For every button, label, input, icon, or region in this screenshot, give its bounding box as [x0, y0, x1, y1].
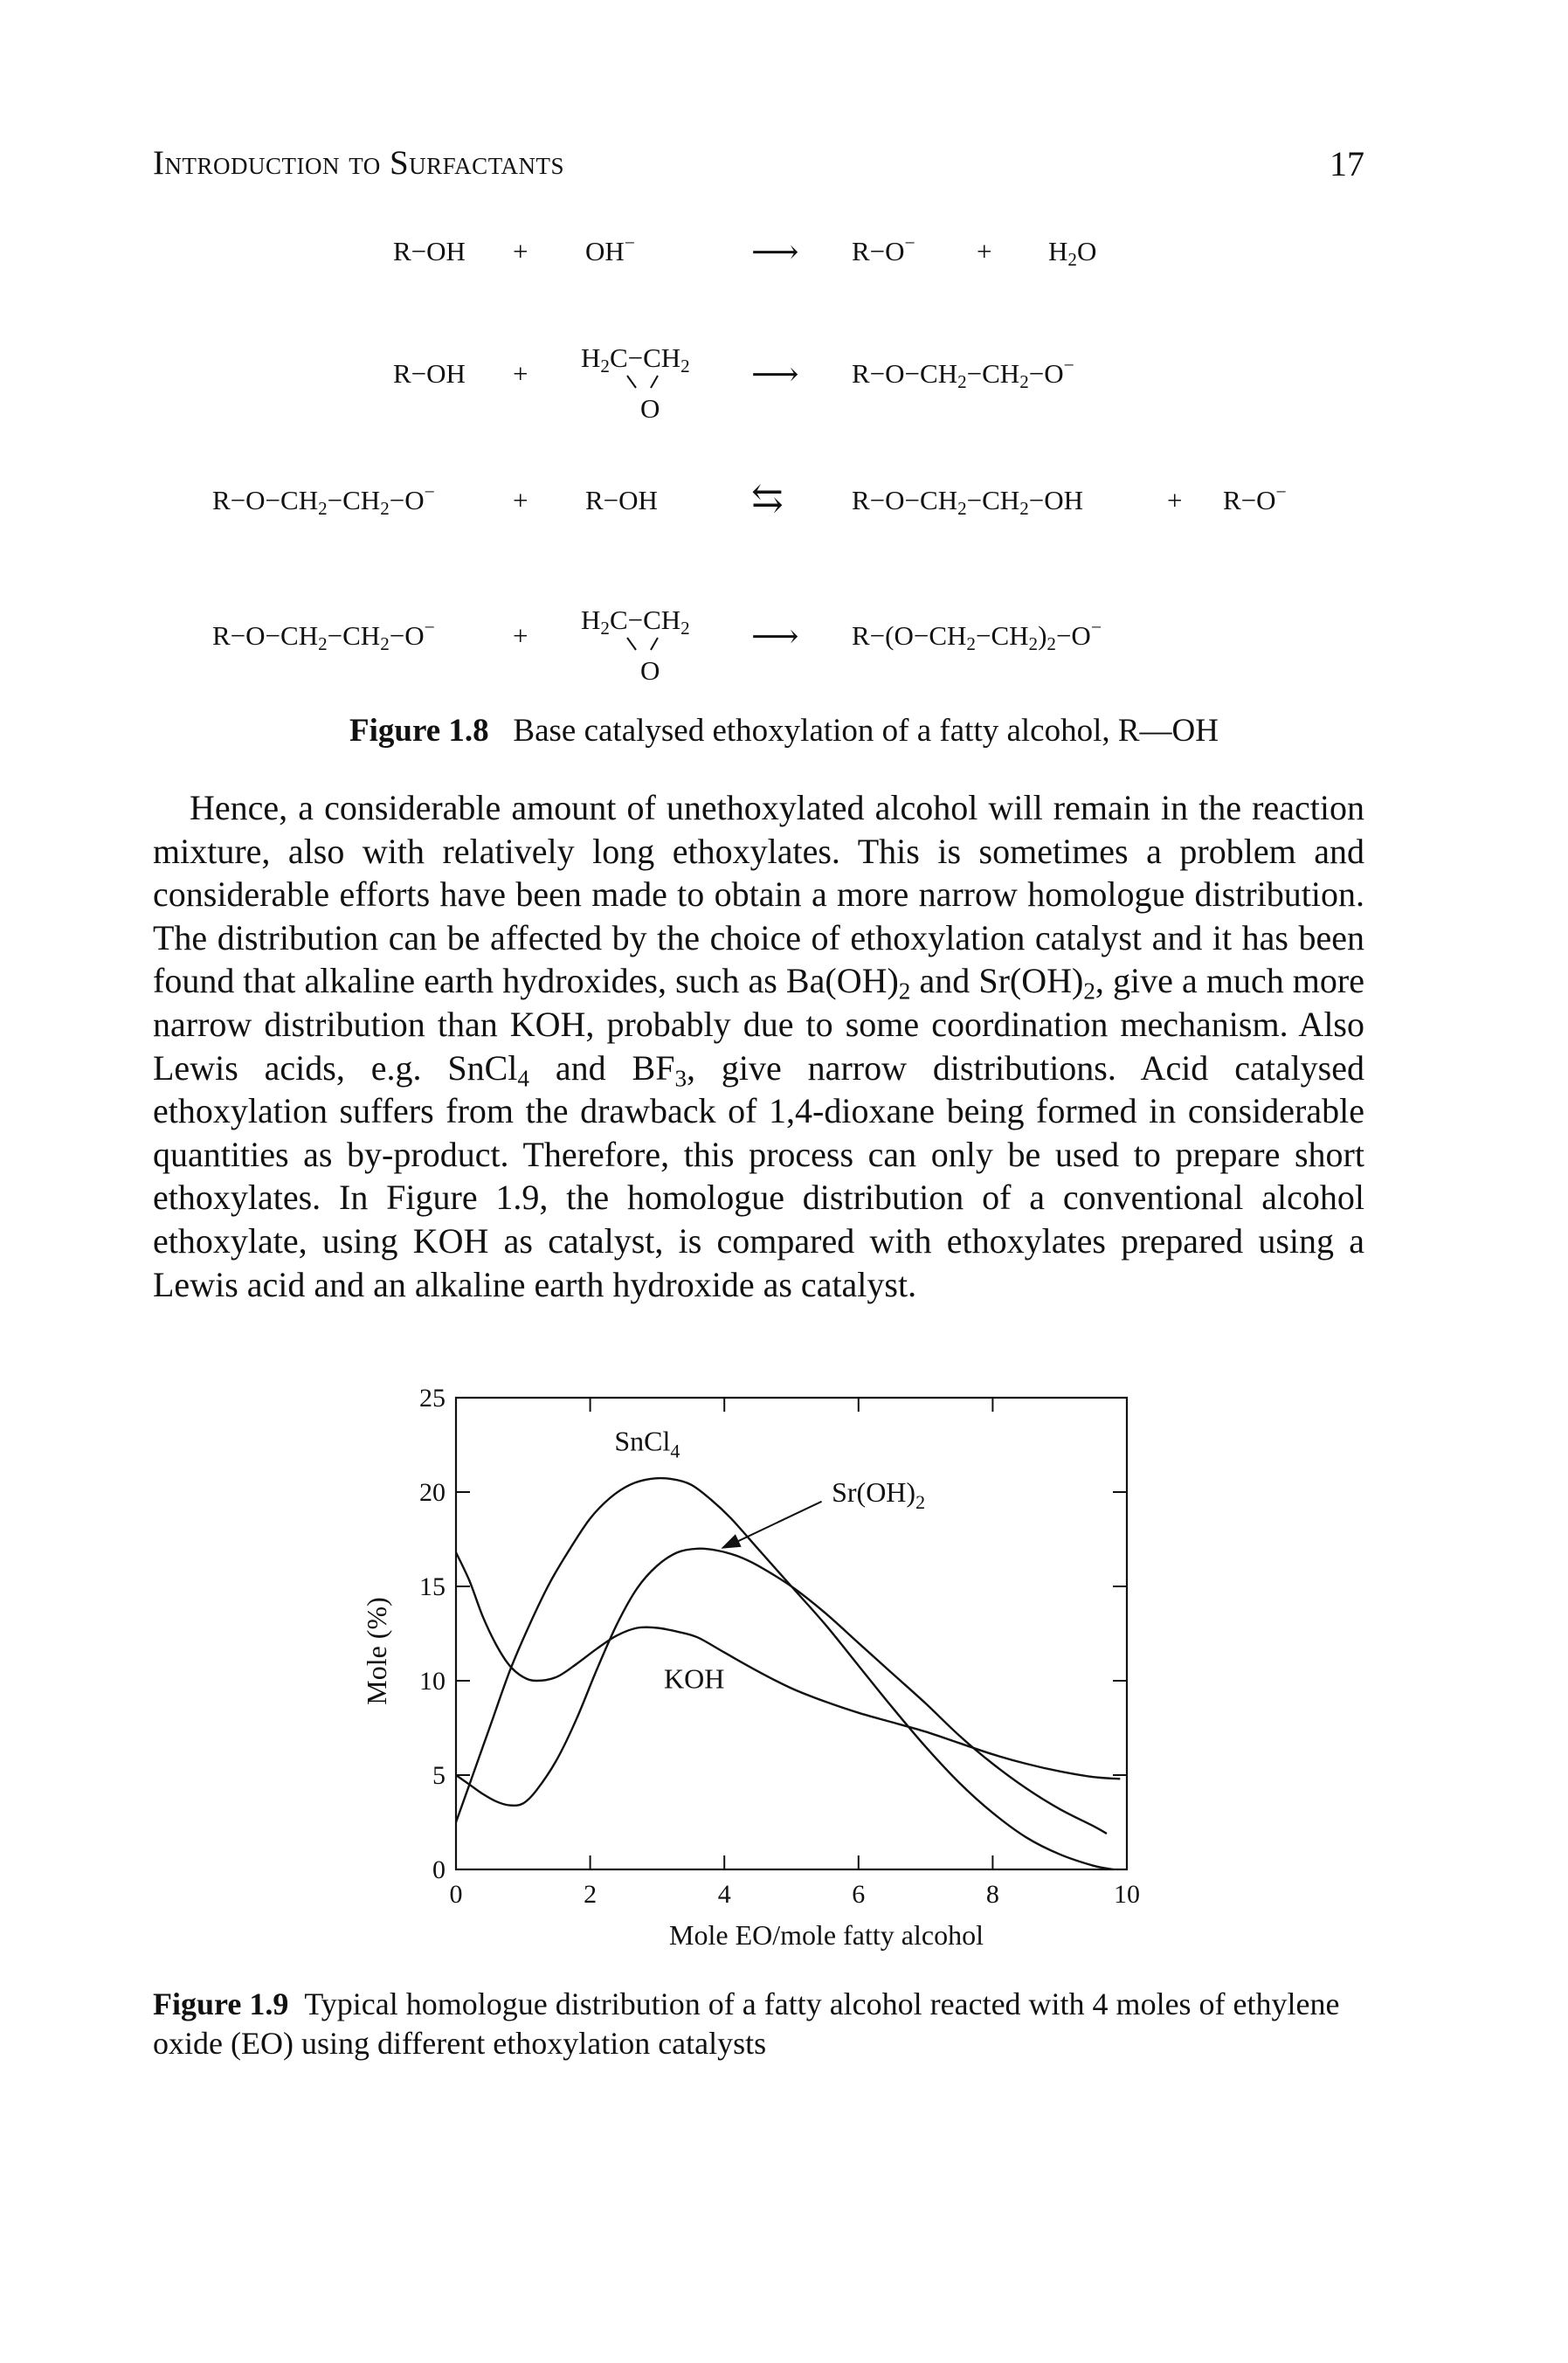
epoxide-bond-lines [581, 605, 694, 701]
row3-equilibrium-arrow: ⇆ [751, 477, 784, 520]
row2-arrow: ⟶ [751, 356, 799, 393]
row3-product1: $R-O-CH_2-CH_2-OH$ [852, 485, 1083, 519]
x-tick-label: 10 [1114, 1880, 1140, 1909]
row1-plus1: + [513, 236, 528, 266]
series-annotations [614, 1425, 925, 1694]
y-axis-label: Mole (%) [361, 1597, 392, 1705]
reaction-scheme [0, 210, 1568, 699]
x-tick-label: 4 [717, 1880, 731, 1909]
series-label-subscript: 2 [915, 1490, 926, 1513]
row4-plus1: + [513, 620, 528, 651]
x-axis-label: Mole EO/mole fatty alcohol [669, 1919, 984, 1951]
ethylene-oxide-ring: $H_2C-CH_2$ O [581, 605, 694, 701]
figure-1-8-label: Figure 1.8 [349, 713, 489, 749]
row1-reactant1: R−OH [393, 236, 466, 266]
plot-frame [456, 1398, 1127, 1869]
y-tick-label: 10 [419, 1667, 446, 1696]
row1-arrow: ⟶ [751, 234, 799, 271]
row3-reactant1: $R-O-CH_2-CH_2-O^-$ [212, 480, 435, 519]
axis-ticks [419, 1384, 1140, 1909]
figure-1-8-caption [0, 712, 1568, 750]
row1-reactant2: OH− [585, 231, 636, 266]
series-label-koh: KOH [663, 1662, 725, 1695]
ethylene-oxide-ring: $H_2C-CH_2$ O [581, 342, 694, 439]
series-label-sncl4: SnCl$_4$ [614, 1425, 680, 1462]
plot-area [456, 1398, 1127, 1869]
figure-1-9-caption [153, 1985, 1364, 2063]
series-line-sncl4 [456, 1475, 1114, 1869]
y-tick-label: 0 [432, 1855, 446, 1884]
row2-plus1: + [513, 358, 528, 389]
figure-1-9-text: Typical homologue distribution of a fatty alcohol reacted with 4 moles of ethylene oxide (EO) using different ethoxylation catalysts [153, 1986, 1340, 2061]
x-tick-label: 6 [852, 1880, 866, 1909]
row2-reactant1: R−OH [393, 358, 466, 389]
page-number: 17 [1330, 144, 1364, 183]
running-title: Introduction to Surfactants [153, 144, 565, 182]
row3-product2: R−O− [1223, 480, 1287, 515]
row3-plus1: + [513, 485, 528, 515]
x-tick-label: 8 [985, 1880, 999, 1909]
row2-product: $R-O-CH_2-CH_2-O^-$ [852, 354, 1074, 392]
figure-1-9-chart [0, 1380, 1568, 1992]
y-tick-label: 5 [432, 1761, 446, 1790]
y-tick-label: 20 [419, 1478, 446, 1507]
page-header [153, 143, 1364, 189]
row3-plus2: + [1167, 485, 1183, 515]
chart-svg [0, 1380, 1568, 1992]
row4-arrow: ⟶ [751, 618, 799, 655]
paragraph-text: Hence, a considerable amount of unethoxylated alcohol will remain in the reaction mixture, also with relatively long ethoxylates. This is sometimes a problem and considerable efforts have been made to obtain a more narrow homologue distribution. The distribution can be affected by the choice of ethoxylation catalyst and it has been found that alkaline earth hydroxides, such as $Ba(OH)_2$ and $Sr(OH)_2$, give a much more narrow distribution than KOH, probably due to some coordination mechanism. Also Lewis acids, e.g. SnCl$_4$ and $BF_3$, give narrow distributions. Acid catalysed ethoxylation suffers from the drawback of 1,4-dioxane being formed in considerable quantities as by-product. Therefore, this process can only be used to prepare short ethoxylates. In Figure 1.9, the homologue distribution of a conventional alcohol ethoxylate, using KOH as catalyst, is compared with ethoxylates prepared using a Lewis acid and an alkaline earth hydroxide as catalyst. [153, 788, 1365, 1304]
x-tick-label: 0 [449, 1880, 463, 1909]
y-tick-label: 25 [419, 1384, 446, 1413]
row1-product2: $H_2O$ [1048, 236, 1097, 270]
series-line-koh [456, 1552, 1120, 1779]
row3-reactant2: R−OH [585, 485, 658, 515]
x-tick-label: 2 [584, 1880, 597, 1909]
annotation-arrow-line [731, 1502, 821, 1544]
row1-product1: R−O− [852, 231, 915, 266]
row4-reactant1: $R-O-CH_2-CH_2-O^-$ [212, 616, 435, 654]
series-label-sr-oh-2: $Sr(OH)_2$ [832, 1475, 926, 1513]
epoxide-bond-lines [581, 342, 694, 439]
y-tick-label: 15 [419, 1572, 446, 1601]
figure-1-8-text: Base catalysed ethoxylation of a fatty alcohol, R—OH [513, 713, 1219, 749]
row4-product: $R-(O-CH_2-CH_2)_2-O^-$ [852, 616, 1102, 654]
annotation-arrow-head [721, 1534, 741, 1549]
body-paragraph [153, 786, 1364, 1306]
series-line-sr-oh-2 [456, 1549, 1107, 1834]
row1-plus2: + [977, 236, 992, 266]
figure-1-9-label: Figure 1.9 [153, 1986, 289, 2021]
series-label-subscript: 4 [670, 1440, 680, 1462]
series-lines [456, 1475, 1120, 1869]
